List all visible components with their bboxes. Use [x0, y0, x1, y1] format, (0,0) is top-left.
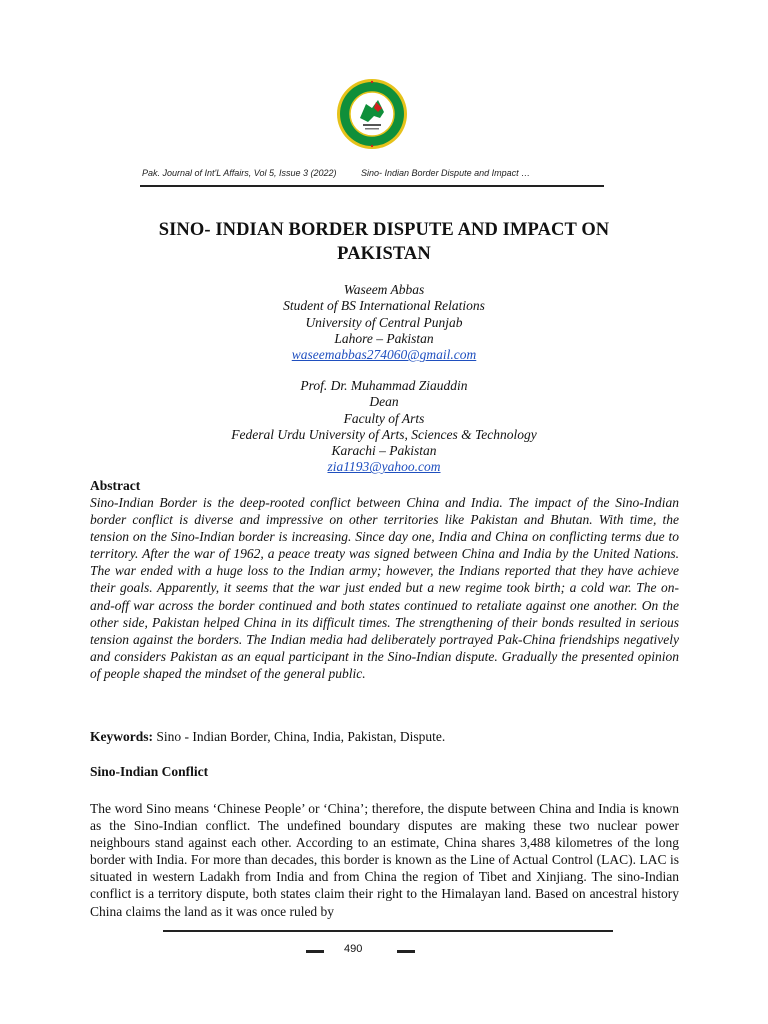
journal-logo — [336, 78, 408, 150]
running-head-journal: Pak. Journal of Int'L Affairs, Vol 5, Issue 3 (2022) — [142, 168, 337, 178]
footer-rule — [163, 930, 613, 932]
author-1-block — [90, 282, 678, 363]
author-1-location: Lahore – Pakistan — [334, 330, 434, 346]
society-logo-icon — [336, 78, 408, 150]
abstract-heading: Abstract — [90, 478, 141, 493]
author-1-email-link[interactable]: waseemabbas274060@gmail.com — [291, 347, 477, 363]
author-2-email-link[interactable]: zia1193@yahoo.com — [327, 459, 441, 475]
author-2-block — [90, 378, 678, 476]
footer-dash-left — [306, 950, 324, 953]
author-2-faculty: Faculty of Arts — [343, 410, 425, 426]
running-head-article: Sino- Indian Border Dispute and Impact … — [361, 168, 531, 178]
section-heading: Sino-Indian Conflict — [90, 764, 209, 779]
article-title — [90, 218, 678, 266]
author-2-location: Karachi – Pakistan — [331, 443, 437, 459]
author-2-name: Prof. Dr. Muhammad Ziauddin — [300, 378, 468, 393]
author-1-role: Student of BS International Relations — [283, 298, 485, 314]
author-2-role: Dean — [369, 394, 399, 410]
running-head — [142, 168, 530, 178]
page-number: 490 — [344, 943, 363, 955]
author-1-institution: University of Central Punjab — [305, 314, 463, 330]
section-paragraph: The word Sino means ‘Chinese People’ or ‘China’; therefore, the dispute between China and India is known as the Sino-Indian conflict. The undefined boundary disputes are making these two nuclear power neighbours stand against each other. According to an estimate, China shares 3,488 kilometres of the long border with India. For more than decades, this border is known as the Line of Actual Control (LAC). LAC is situated in western Ladakh from India and from China the region of Tibet and Xinjiang. The sino-Indian conflict is a territory dispute, both states claim their right to the Himalayan land. Based on ancestral history China claims the land as it was once ruled by — [90, 801, 679, 919]
abstract-text: Sino-Indian Border is the deep-rooted conflict between China and India. The impact of the Sino-Indian border conflict is diverse and impressive on other territories like Pakistan and Bhutan. With time, the tension on the Sino-Indian border is increasing. Since day one, India and China on conflicting terms due to territory. After the war of 1962, a peace treaty was signed between China and India by the United Nations. The war ended with a huge loss to the Indian army; however, the Indians reported that they have achieve their goals. Apparently, it seems that the war just ended but a new regime took birth; a cold war. The on-and-off war across the border continued and both states continued to retaliate against one another. On the other side, Pakistan helped China in its difficult times. The strengthening of their bonds resulted in serious tension against the borders. The Indian media had deliberately portrayed Pak-China friendships negatively and considers Pakistan as an equal participant in the Sino-Indian dispute. Gradually the presented opinion of people shaped the mindset of the general public. — [90, 495, 679, 681]
article-title-line-2: PAKISTAN — [337, 244, 431, 264]
author-2-institution: Federal Urdu University of Arts, Sciences & Technology — [231, 426, 537, 442]
header-rule — [140, 185, 604, 187]
author-1-name: Waseem Abbas — [343, 282, 425, 297]
keywords-label: Keywords: — [90, 729, 153, 744]
keywords-text: Sino - Indian Border, China, India, Pakistan, Dispute. — [153, 729, 446, 744]
keywords — [90, 729, 679, 745]
footer-dash-right — [397, 950, 415, 953]
article-title-line-1: SINO- INDIAN BORDER DISPUTE AND IMPACT ON — [158, 220, 610, 240]
